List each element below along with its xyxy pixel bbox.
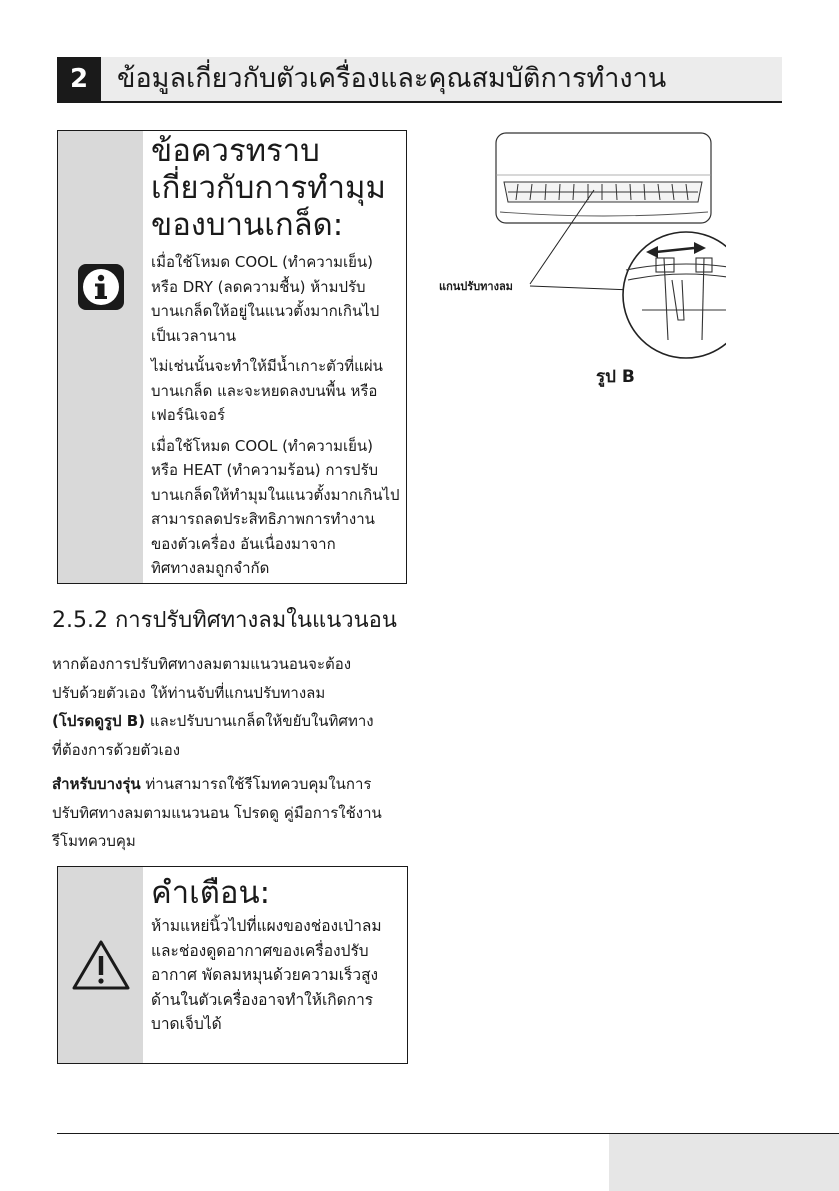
text-line: รีโมทควบคุม [52, 832, 136, 850]
text-line: ปรับด้วยตัวเอง ให้ท่านจับที่แกนปรับทางลม [52, 683, 326, 702]
text-line: ของตัวเครื่อง อันเนื่องมาจาก [151, 534, 336, 553]
info-note-title-line: ของบานเกล็ด: [151, 207, 344, 243]
figure-caption: รูป B [596, 367, 635, 387]
info-note-box [57, 130, 407, 584]
warning-box [57, 866, 408, 1064]
chapter-header [57, 57, 782, 103]
text-line: ทิศทางลมถูกจำกัด [151, 559, 270, 577]
text-line: เฟอร์นิเจอร์ [151, 406, 226, 424]
text-line: บานเกล็ดให้อยู่ในแนวตั้งมากเกินไป [151, 302, 380, 320]
text-line: บาดเจ็บได้ [151, 1015, 222, 1033]
text-line: ปรับทิศทางลมตามแนวนอน โปรดดู คู่มือการใช้งาน [52, 803, 382, 822]
text-line: บานเกล็ด และจะหยดลงบนพื้น หรือ [151, 381, 378, 400]
text-line: หากต้องการปรับทิศทางลมตามแนวนอนจะต้อง [52, 655, 352, 673]
info-note-title [151, 133, 400, 244]
text-fragment: ท่านสามารถใช้รีโมทควบคุมในการ [140, 775, 372, 793]
section-heading: 2.5.2 การปรับทิศทางลมในแนวนอน [52, 608, 397, 633]
info-note-paragraph-3 [151, 434, 400, 581]
text-line: ที่ต้องการด้วยตัวเอง [52, 740, 181, 759]
text-line: บานเกล็ดให้ทำมุมในแนวตั้งมากเกินไป [151, 485, 400, 504]
text-line: หรือ DRY (ลดความชื้น) ห้ามปรับ [151, 277, 366, 296]
info-icon [78, 264, 124, 310]
warning-paragraph [151, 914, 401, 1037]
info-note-paragraph-2 [151, 354, 400, 428]
info-note-sidebar [58, 131, 143, 583]
text-line: ด้านในตัวเครื่องอาจทำให้เกิดการ [151, 990, 374, 1009]
warning-title: คำเตือน: [151, 875, 271, 911]
text-line: เป็นเวลานาน [151, 326, 236, 345]
section-paragraph-2 [52, 770, 412, 856]
text-line: เมื่อใช้โหมด COOL (ทำความเย็น) [151, 436, 374, 455]
warning-sidebar [58, 867, 143, 1063]
info-note-paragraph-1 [151, 250, 400, 348]
text-line [52, 707, 412, 736]
figure-callout-label: แกนปรับทางลม [439, 280, 513, 293]
text-line: หรือ HEAT (ทำความร้อน) การปรับ [151, 461, 379, 479]
warning-icon [71, 939, 131, 991]
info-note-title-line: ข้อควรทราบ [151, 133, 320, 169]
info-note-content [151, 131, 400, 581]
text-line: ห้ามแหย่นิ้วไปที่แผงของช่องเป่าลม [151, 917, 382, 935]
section-body [52, 650, 412, 862]
chapter-number: 2 [57, 57, 101, 101]
footer-page-tab [609, 1134, 839, 1191]
section-paragraph-1 [52, 650, 412, 764]
text-line: อากาศ พัดลมหมุนด้วยความเร็วสูง [151, 966, 379, 984]
text-fragment: และปรับบานเกล็ดให้ขยับในทิศทาง [145, 712, 374, 730]
chapter-title: ข้อมูลเกี่ยวกับตัวเครื่องและคุณสมบัติการทำงาน [117, 63, 667, 94]
text-line: สามารถลดประสิทธิภาพการทำงาน [151, 510, 375, 528]
figure-b-illustration [436, 130, 726, 360]
emphasis-text: สำหรับบางรุ่น [52, 775, 141, 793]
text-line: และช่องดูดอากาศของเครื่องปรับ [151, 941, 369, 960]
text-line: เมื่อใช้โหมด COOL (ทำความเย็น) [151, 253, 374, 271]
text-line: ไม่เช่นนั้นจะทำให้มีน้ำเกาะตัวที่แผ่น [151, 357, 383, 375]
warning-content [151, 867, 401, 1037]
text-line [52, 770, 412, 799]
info-note-title-line: เกี่ยวกับการทำมุม [151, 170, 386, 206]
figure-reference: (โปรดดูรูป B) [52, 712, 146, 730]
